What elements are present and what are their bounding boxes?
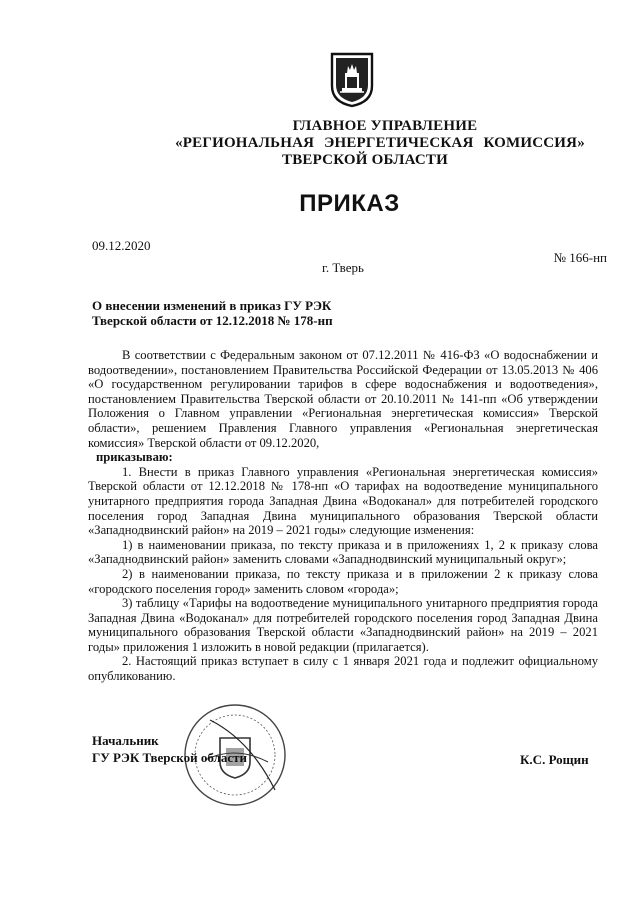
position-line-1: Начальник — [92, 733, 159, 748]
signatory-position — [92, 732, 247, 766]
header-line-3: ТВЕРСКОЙ ОБЛАСТИ — [282, 152, 448, 168]
preamble-paragraph: В соответствии с Федеральным законом от 07.12.2011 № 416-ФЗ «О водоснабжении и водоотведении», постановлением Правительства Российской Федерации от 13.05.2013 № 406 «О государственном регулировании тарифов в сфере водоснабжения и водоотведения», постановлением Правительства Тверской области от 20.10.2011 № 141-пп «Об утверждении Положения о Главном управлении «Региональная энергетическая комиссия» Тверской области», решением Правления Главного управления «Региональная энергетическая комиссия» Тверской области от 09.12.2020, — [88, 348, 598, 450]
item-1-paragraph: 1. Внести в приказ Главного управления «Региональная энергетическая комиссия» Тверской области от 12.12.2018 № 178-нп «О тарифах на водоотведение муниципального унитарного предприятия города Западная Двина «Водоканал» для потребителей городского поселения город Западная Двина муниципального образования Тверской области «Западнодвинский район» на 2019 – 2021 годы» следующие изменения: — [88, 464, 598, 538]
document-date: 09.12.2020 — [92, 238, 151, 253]
subject-line-1: О внесении изменений в приказ ГУ РЭК — [92, 298, 332, 313]
subject-line-2: Тверской области от 12.12.2018 № 178-нп — [92, 313, 333, 328]
organization-header — [60, 118, 639, 169]
document-subject — [92, 298, 392, 328]
item-2-paragraph: 2. Настоящий приказ вступает в силу с 1 января 2021 года и подлежит официальному опубликованию. — [88, 654, 598, 684]
signatory-name: К.С. Рощин — [520, 752, 589, 767]
item-1-2-paragraph: 2) в наименовании приказа, по тексту приказа и в приложении 2 к приказу слова «городского поселения город» заменить словом «города»; — [88, 566, 598, 596]
item-1-1-paragraph: 1) в наименовании приказа, по тексту приказа и в приложениях 1, 2 к приказу слова «Западнодвинский район» заменить словами «Западнодвинский муниципальный округ»; — [88, 537, 598, 567]
position-line-2: ГУ РЭК Тверской области — [92, 750, 247, 765]
header-line-2: «РЕГИОНАЛЬНАЯ ЭНЕРГЕТИЧЕСКАЯ КОМИССИЯ» — [175, 135, 585, 151]
document-title: ПРИКАЗ — [299, 190, 400, 217]
tver-coat-of-arms-icon — [330, 52, 374, 108]
item-1-3-paragraph: 3) таблицу «Тарифы на водоотведение муниципального унитарного предприятия города Западная Двина «Водоканал» для потребителей городского поселения город Западная Двина муниципального образования Тверской области «Западнодвинский район» на 2019 – 2021 годы» приложения 1 изложить в новой редакции (прилагается). — [88, 596, 598, 654]
document-body — [88, 348, 598, 684]
document-number: № 166-нп — [553, 250, 607, 265]
header-line-1: ГЛАВНОЕ УПРАВЛЕНИЕ — [292, 118, 478, 134]
document-city: г. Тверь — [322, 260, 364, 275]
order-word: приказываю: — [96, 450, 173, 465]
